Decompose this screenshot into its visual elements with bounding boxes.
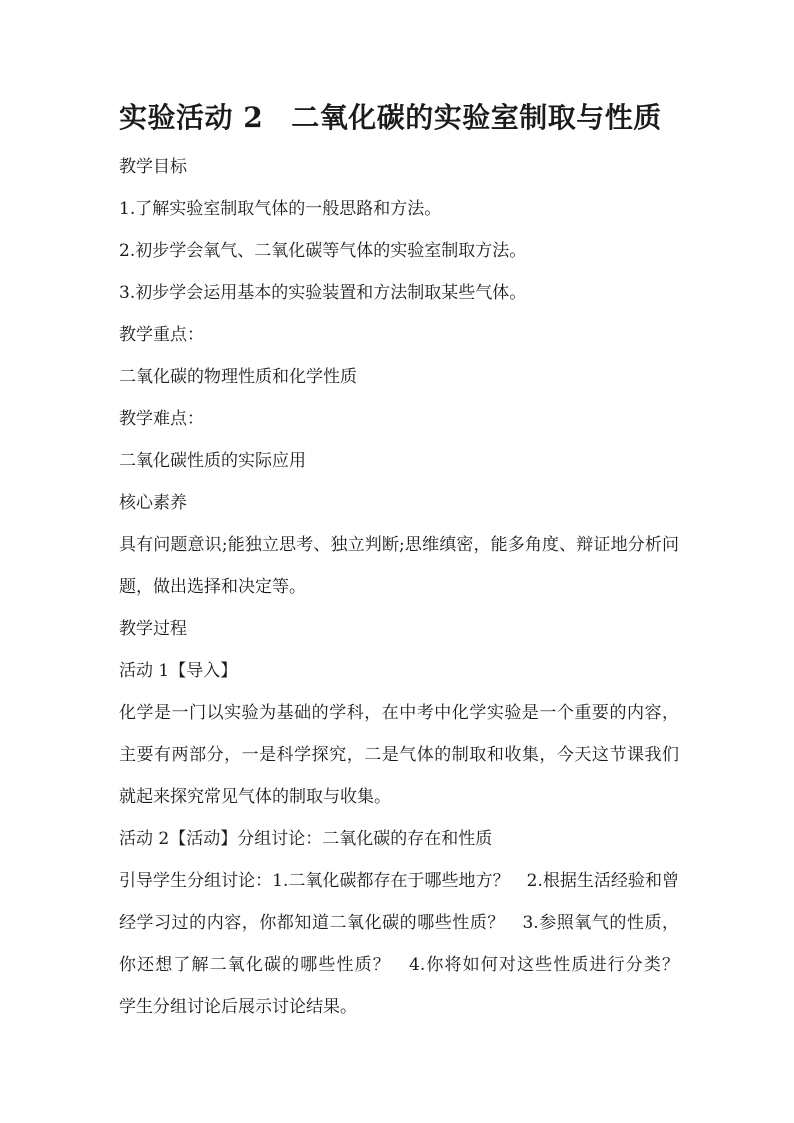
- heading-difficulties: 教学难点：: [119, 409, 204, 429]
- document-title: [119, 98, 679, 138]
- activity-1-heading: 活动 1【导入】: [119, 661, 238, 681]
- title-part-2: 二氧化碳的实验室制取与性质: [291, 101, 662, 134]
- activity-1-paragraph: 化学是一门以实验为基础的学科，在中考中化学实验是一个重要的内容，主要有两部分，一是科学探究，二是气体的制取和收集，今天这节课我们就起来探究常见气体的制取与收集。: [119, 703, 679, 807]
- goal-item-2: 2.初步学会氧气、二氧化碳等气体的实验室制取方法。: [119, 241, 527, 261]
- title-part-1: 实验活动 2: [119, 101, 264, 134]
- heading-teaching-goals: 教学目标: [119, 157, 187, 177]
- goal-item-3: 3.初步学会运用基本的实验装置和方法制取某些气体。: [119, 283, 527, 303]
- activity-2-paragraph: 引导学生分组讨论：1.二氧化碳都存在于哪些地方？ 2.根据生活经验和曾经学习过的内容，你都知道二氧化碳的哪些性质？ 3.参照氧气的性质，你还想了解二氧化碳的哪些性质？ 4.你将如何对这些性质进行分类？ 学生分组讨论后展示讨论结果。: [119, 871, 696, 1017]
- core-literacy-paragraph: 具有问题意识;能独立思考、独立判断;思维缜密，能多角度、辩证地分析问题，做出选择和决定等。: [119, 535, 679, 597]
- activity-2-heading: 活动 2【活动】分组讨论：二氧化碳的存在和性质: [119, 829, 493, 849]
- heading-teaching-process: 教学过程: [119, 619, 187, 639]
- heading-core-literacy: 核心素养: [119, 493, 187, 513]
- heading-key-points: 教学重点：: [119, 325, 204, 345]
- document-page: [119, 98, 696, 1028]
- goal-item-1: 1.了解实验室制取气体的一般思路和方法。: [119, 199, 442, 219]
- difficulties-text: 二氧化碳性质的实际应用: [119, 451, 306, 471]
- key-points-text: 二氧化碳的物理性质和化学性质: [119, 367, 357, 387]
